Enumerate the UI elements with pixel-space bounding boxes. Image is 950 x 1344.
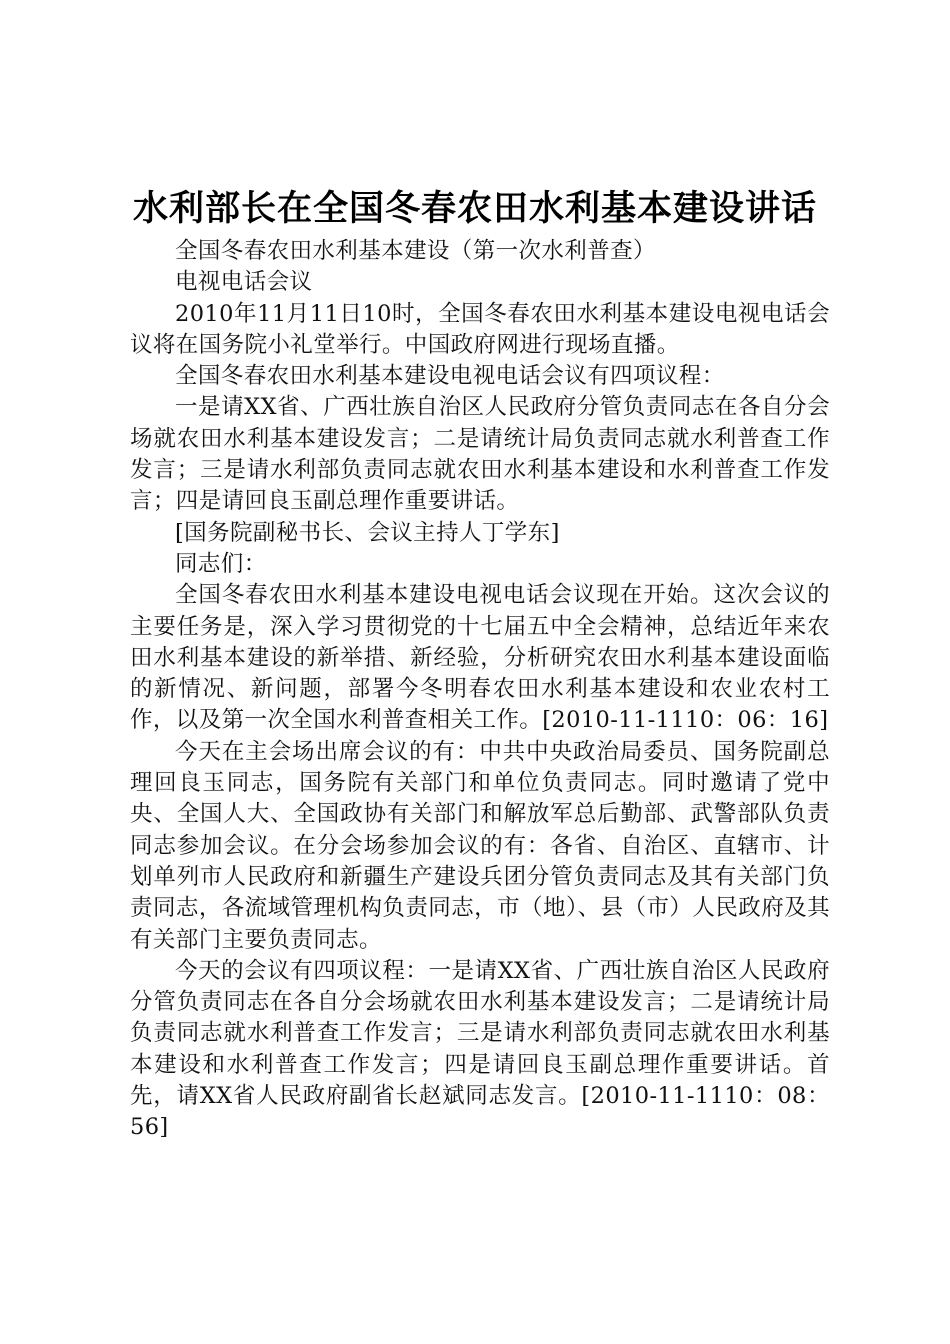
document-title: 水利部长在全国冬春农田水利基本建设讲话 bbox=[132, 188, 817, 229]
paragraph: 一是请XX省、广西壮族自治区人民政府分管负责同志在各自分会场就农田水利基本建设发言；二是请统计局负责同志就水利普查工作发言；三是请水利部负责同志就农田水利基本建设和水利普查工作发言；四是请回良玉副总理作重要讲话。 bbox=[130, 394, 830, 515]
paragraph: 2010年11月11日10时，全国冬春农田水利基本建设电视电话会议将在国务院小礼堂举行。中国政府网进行现场直播。 bbox=[130, 300, 830, 358]
paragraph: 今天在主会场出席会议的有：中共中央政治局委员、国务院副总理回良玉同志，国务院有关部门和单位负责同志。同时邀请了党中央、全国人大、全国政协有关部门和解放军总后勤部、武警部队负责同志参加会议。在分会场参加会议的有：各省、自治区、直辖市、计划单列市人民政府和新疆生产建设兵团分管负责同志及其有关部门负责同志，各流域管理机构负责同志，市（地）、县（市）人民政府及其有关部门主要负责同志。 bbox=[130, 738, 830, 953]
paragraph: [国务院副秘书长、会议主持人丁学东] bbox=[175, 519, 560, 546]
paragraph: 全国冬春农田水利基本建设电视电话会议现在开始。这次会议的主要任务是，深入学习贯彻党的十七届五中全会精神，总结近年来农田水利基本建设的新举措、新经验，分析研究农田水利基本建设面临的新情况、新问题，部署今冬明春农田水利基本建设和农业农村工作，以及第一次全国水利普查相关工作。[2010-11-1110：06：16] bbox=[130, 582, 830, 734]
paragraph: 全国冬春农田水利基本建设（第一次水利普查） bbox=[175, 238, 656, 264]
paragraph: 电视电话会议 bbox=[175, 269, 313, 296]
document-body bbox=[130, 236, 830, 1144]
paragraph: 同志们： bbox=[175, 550, 267, 577]
paragraph: 全国冬春农田水利基本建设电视电话会议有四项议程： bbox=[175, 363, 725, 390]
paragraph: 今天的会议有四项议程：一是请XX省、广西壮族自治区人民政府分管负责同志在各自分会场就农田水利基本建设发言；二是请统计局负责同志就水利普查工作发言；三是请水利部负责同志就农田水利基本建设和水利普查工作发言；四是请回良玉副总理作重要讲话。首先，请XX省人民政府副省长赵斌同志发言。[2010-11-1110：08：56] bbox=[130, 957, 830, 1141]
